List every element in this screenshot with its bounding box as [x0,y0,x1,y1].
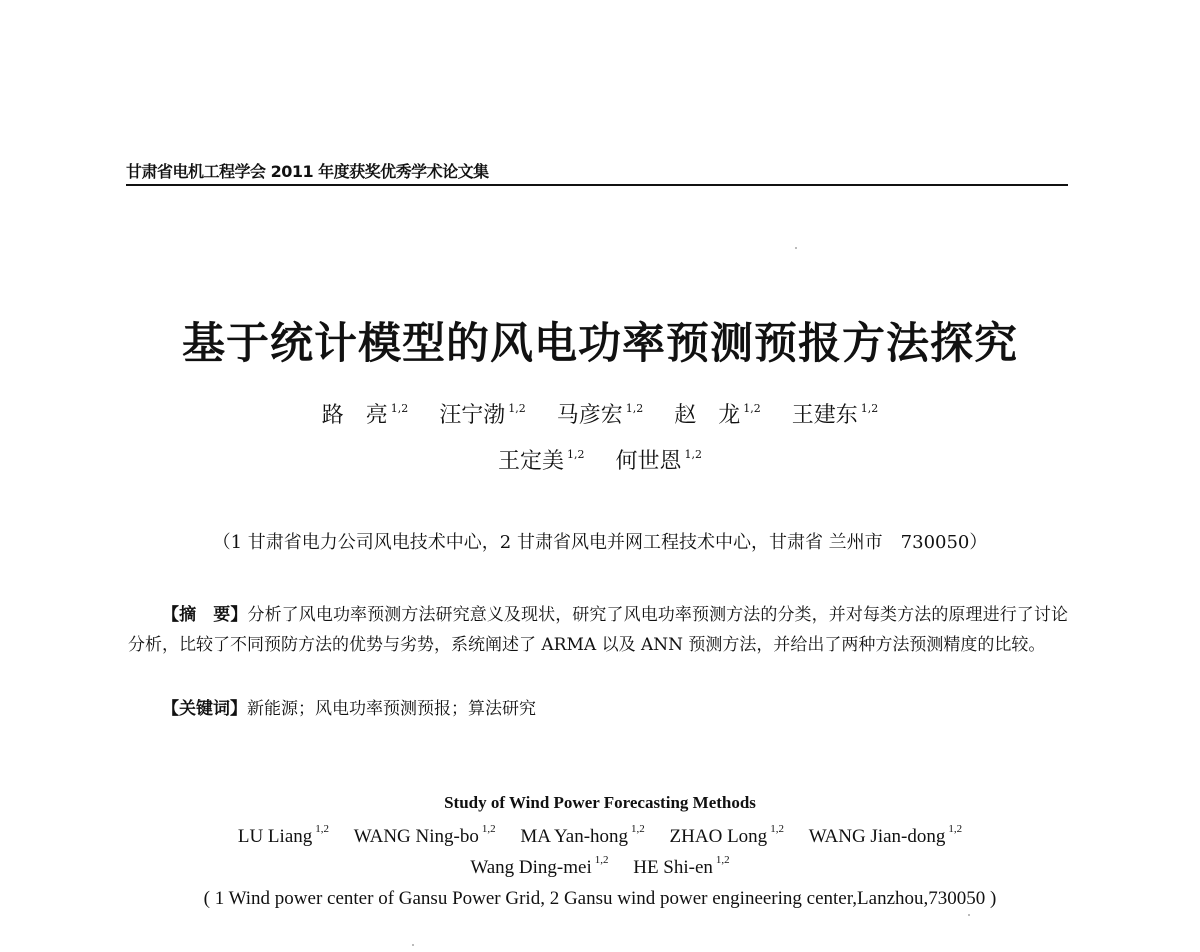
paper-title: 基于统计模型的风电功率预测预报方法探究 [182,319,1018,369]
author-cn: 何世恩 $^{1,2}$ [615,448,703,474]
keywords [128,694,1068,724]
abstract-text: 分析了风电功率预测方法研究意义及现状，研究了风电功率预测方法的分类，并对每类方法的原理进行了讨论分析，比较了不同预防方法的优势与劣势，系统阐述了 ARMA 以及 ANN 预测方法，并给出了两种方法预测精度的比较。 [128,605,1069,655]
affiliation-cn: （1 甘肃省电力公司风电技术中心，2 甘肃省风电并网工程技术中心，甘肃省 兰州市 730050） [212,532,988,553]
author-cn: 马彦宏 $^{1,2}$ [556,402,644,428]
author-cn: 王建东 $^{1,2}$ [791,402,879,428]
keywords-text: 新能源；风电功率预测预报；算法研究 [247,699,536,719]
abstract-label: 【摘 要】 [162,605,248,625]
author-cn: 路 亮 $^{1,2}$ [321,402,409,428]
scan-speck [795,247,797,249]
author-en: WANG Jian-dong $^{1,2}$ [808,823,963,847]
author-cn: 赵 龙 $^{1,2}$ [674,402,761,428]
author-en: Wang Ding-mei $^{1,2}$ [470,854,609,878]
scan-speck [968,914,970,916]
author-cn: 王定美 $^{1,2}$ [497,448,585,474]
affiliation-en: ( 1 Wind power center of Gansu Power Grid, 2 Gansu wind power engineering center,Lanzhou,730050 ) [203,888,997,909]
authors-cn-row2 [0,444,1200,475]
author-en: MA Yan-hong $^{1,2}$ [520,823,645,847]
author-en: WANG Ning-bo $^{1,2}$ [353,823,496,847]
english-title: Study of Wind Power Forecasting Methods [444,793,756,812]
author-en: ZHAO Long $^{1,2}$ [669,823,784,847]
author-en: HE Shi-en $^{1,2}$ [633,854,730,878]
authors-cn-row1 [0,398,1200,429]
authors-en-row2 [0,854,1200,879]
author-en: LU Liang $^{1,2}$ [237,823,330,847]
author-cn: 汪宁渤 $^{1,2}$ [439,402,526,428]
abstract [128,600,1068,660]
running-header: 甘肃省电机工程学会 2011 年度获奖优秀学术论文集 [126,162,1068,186]
authors-en-row1 [0,823,1200,848]
scan-speck [412,944,414,946]
keywords-label: 【关键词】 [162,699,247,719]
